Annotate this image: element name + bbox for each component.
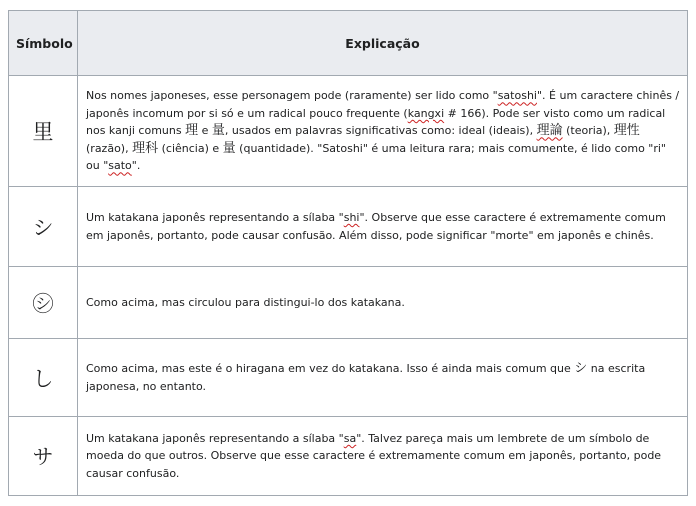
text-segment: ciência [165,141,205,155]
text-segment: ) e [204,141,223,155]
header-symbol: Símbolo [9,11,78,76]
kanji-text: 量 [222,140,236,156]
symbol-cell: シ [9,187,78,267]
text-segment: ". Talvez pareça mais um lembrete de um símbolo de moeda do que outros. Observe que esse caractere é extremamente comum em japonês, portanto, pode causar confusão. [86,431,662,480]
spellcheck-word: shi [343,211,360,224]
text-segment: Um katakana japonês representando a sílaba " [86,431,344,445]
explanation-cell [78,267,688,339]
spellcheck-word: satoshi [497,89,537,103]
table-row [9,267,688,339]
explanation-cell [78,417,688,496]
kanji-text: 理性 [613,123,640,139]
text-segment: ( [158,141,166,155]
spellcheck-word: sa [343,431,357,445]
text-segment: ". É um caractere chinês / japonês incomum por si só e um radical pouco frequente ( [86,89,680,120]
symbol-cell: サ [9,417,78,496]
text-segment: Nos nomes japoneses, esse personagem pode (raramente) ser lido como " [86,89,498,103]
symbol-table [8,10,688,496]
explanation-cell [78,339,688,417]
table-row [9,76,688,187]
text-segment: , usados em palavras significativas como: ideal (ideais), [224,124,537,138]
text-segment: Como acima, mas circulou para distingui-lo dos katakana. [86,295,405,309]
kanji-text: 理論 [536,123,563,139]
text-segment: ". [131,159,141,173]
symbol-cell: ㋛ [9,267,78,339]
text-segment: ". Observe que esse caractere é extremamente comum em japonês, portanto, pode causar confusão. Além disso, pode significar "morte" em japonês e chinês. [86,211,666,242]
text-segment: # 166). Pode ser visto como um radical nos kanji comuns [86,106,666,138]
symbol-cell: 里 [9,76,78,187]
text-segment: (razão), [86,141,133,155]
kanji-text: 理科 [132,140,159,156]
text-segment: e [198,124,212,138]
explanation-cell [78,187,688,267]
kanji-text: 量 [211,123,225,139]
spellcheck-word: kangxi [407,106,445,120]
text-segment: Um katakana japonês representando a sílaba " [86,211,344,224]
explanation-cell [78,76,688,187]
katakana-text: シ [574,361,588,376]
table-row [9,187,688,267]
kanji-text: 理 [185,123,199,139]
header-row [9,11,688,76]
symbol-cell: し [9,339,78,417]
text-segment: Como acima, mas este é o hiragana em vez do katakana. Isso é ainda mais comum que [86,362,575,375]
table-row [9,339,688,417]
header-explanation: Explicação [78,11,688,76]
text-segment: (quantidade). "Satoshi" é uma leitura rara; mais comumente, é lido como "ri" ou " [86,141,666,173]
spellcheck-word: sato [108,159,132,173]
text-segment: na escrita japonesa, no entanto. [86,362,646,393]
text-segment: (teoria), [562,124,614,138]
table-row [9,417,688,496]
